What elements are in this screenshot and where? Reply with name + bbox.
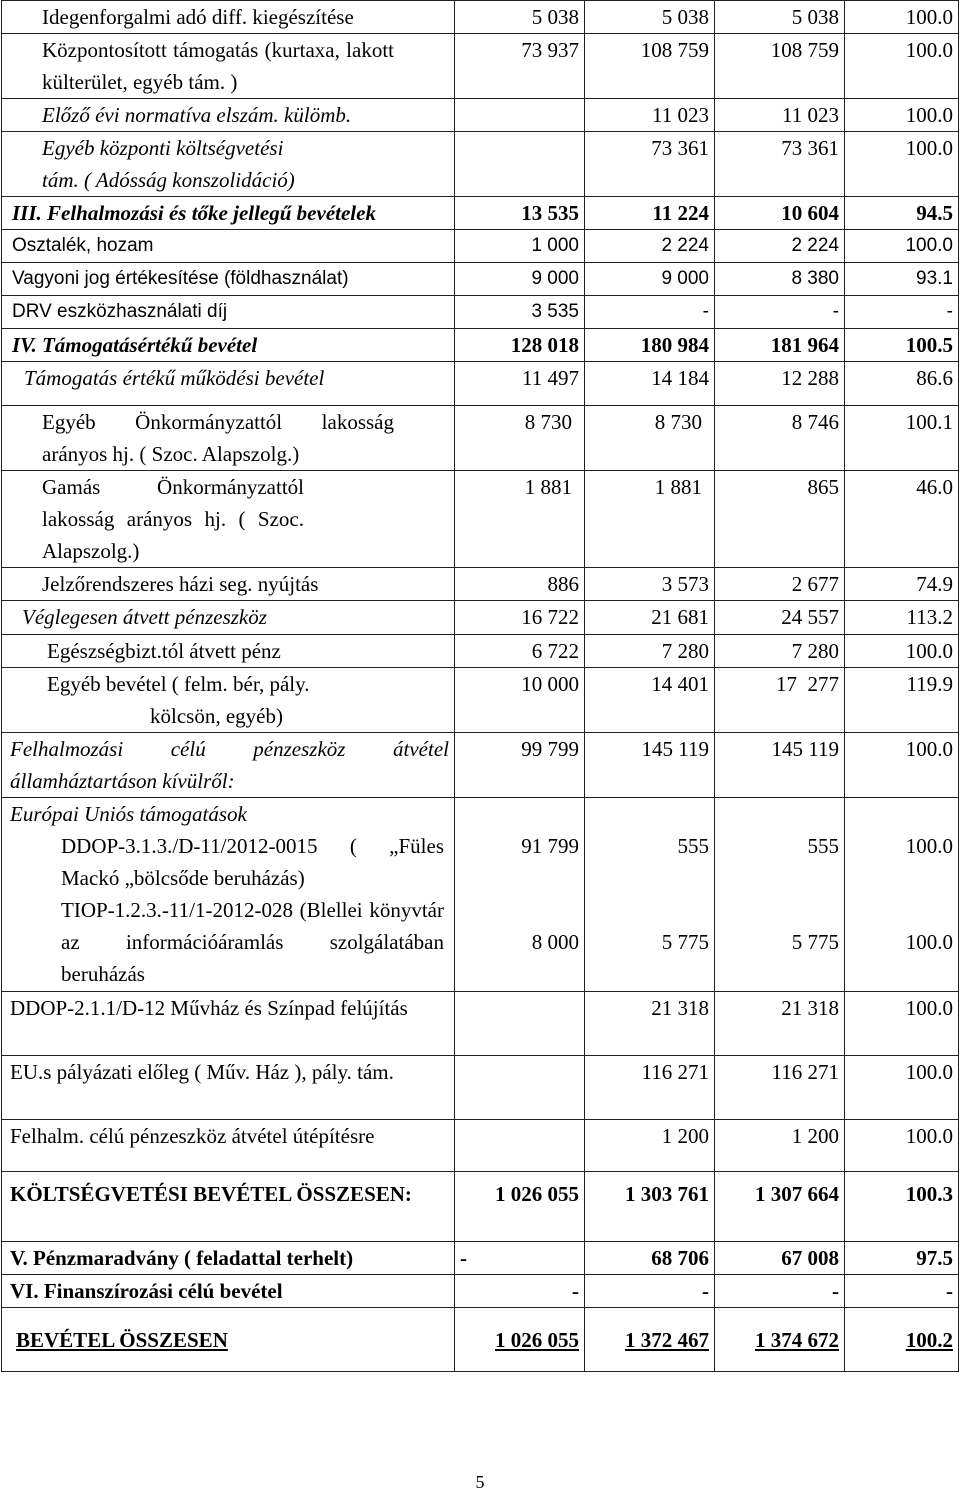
cell-modified: 108 759 (585, 34, 715, 99)
cell-modified: 11 023 (585, 99, 715, 132)
table-row (2, 362, 959, 406)
cell-plan: 5 038 (455, 1, 585, 34)
cell-percent: 100.1 (845, 406, 959, 471)
row-label: Támogatás értékű működési bevétel (2, 362, 455, 406)
row-label-text: Felhalmozási célú pénzeszköz átvétel államháztartáson kívülről: (10, 737, 449, 793)
row-label: Egészségbizt.tól átvett pénz (2, 635, 455, 668)
cell-modified: 3 573 (585, 568, 715, 601)
cell-modified: 11 224 (585, 197, 715, 230)
cell-percent: 119.9 (845, 668, 959, 733)
cell-actual: 2 224 (715, 230, 845, 263)
cell-plan (455, 132, 585, 197)
cell-plan: 13 535 (455, 197, 585, 230)
row-label-text: DDOP-2.1.1/D-12 Művház és Színpad felújítás (10, 996, 408, 1020)
cell-modified: 68 706 (585, 1242, 715, 1275)
cell-actual: 7 280 (715, 635, 845, 668)
cell-modified-2: 5 775 (661, 930, 709, 954)
cell-actual: 1 200 (715, 1120, 845, 1172)
table-row (2, 601, 959, 635)
cell-modified: 14 401 (585, 668, 715, 733)
cell-modified: 1 881 (585, 471, 715, 568)
cell-plan: 128 018 (455, 329, 585, 362)
cell-modified: 2 224 (585, 230, 715, 263)
row-label-line2: kölcsön, egyéb) (150, 704, 283, 728)
row-label: Idegenforgalmi adó diff. kiegészítése (2, 1, 455, 34)
cell-percent: 100.0 (845, 992, 959, 1056)
cell-percent: 100.0 (845, 34, 959, 99)
cell-percent: 100.0 (845, 230, 959, 263)
table-row (2, 406, 959, 471)
cell-modified: 116 271 (585, 1056, 715, 1120)
cell-actual: 12 288 (715, 362, 845, 406)
cell-percent: - (845, 1275, 959, 1308)
cell-actual: 17 277 (715, 668, 845, 733)
cell-modified (585, 1308, 715, 1372)
row-label: Vagyoni jog értékesítése (földhasználat) (2, 263, 455, 296)
row-label: V. Pénzmaradvány ( feladattal terhelt) (2, 1242, 455, 1275)
grand-total-text: BEVÉTEL ÖSSZESEN (16, 1328, 228, 1352)
row-label: Osztalék, hozam (2, 230, 455, 263)
cell-percent: 93.1 (845, 263, 959, 296)
eu-heading: Európai Uniós támogatások (10, 802, 247, 826)
cell-percent: 100.0 (845, 99, 959, 132)
section-heading: IV. Támogatásértékű bevétel (2, 329, 455, 362)
table-row (2, 798, 959, 992)
cell-modified: 9 000 (585, 263, 715, 296)
cell-actual: 116 271 (715, 1056, 845, 1120)
cell-plan: 3 535 (455, 296, 585, 329)
project-tiop: TIOP-1.2.3.-11/1-2012-028 (Blellei könyvtár az információáramlás szolgálatában beruházás (61, 898, 444, 986)
row-label-text: EU.s pályázati előleg ( Műv. Ház ), pály. tám. (10, 1060, 394, 1084)
spacer (720, 862, 839, 926)
row-label (2, 1056, 455, 1120)
row-label-text: Gamás Önkormányzattól lakosság arányos hj. ( Szoc. Alapszolg.) (42, 475, 304, 563)
cell-plan (455, 1056, 585, 1120)
total-label (2, 1172, 455, 1242)
cell-plan: 1 000 (455, 230, 585, 263)
cell-percent: 74.9 (845, 568, 959, 601)
cell-modified-value: 1 372 467 (625, 1328, 709, 1352)
project-ddop-3: DDOP-3.1.3./D-11/2012-0015 ( „Füles Mackó „bölcsőde beruházás) (61, 834, 444, 890)
spacer (850, 862, 953, 926)
row-label: Előző évi normatíva elszám. külömb. (2, 99, 455, 132)
table-row (2, 99, 959, 132)
cell-plan: 8 730 (455, 406, 585, 471)
cell-actual: 181 964 (715, 329, 845, 362)
row-label: DRV eszközhasználati díj (2, 296, 455, 329)
cell-plan: 886 (455, 568, 585, 601)
table-row (2, 296, 959, 329)
cell-plan: 9 000 (455, 263, 585, 296)
cell-actual: 21 318 (715, 992, 845, 1056)
cell-actual: 24 557 (715, 601, 845, 635)
cell-actual: 11 023 (715, 99, 845, 132)
table-row (2, 1056, 959, 1120)
row-label: Véglegesen átvett pénzeszköz (2, 601, 455, 635)
cell-plan: 11 497 (455, 362, 585, 406)
row-label (2, 471, 455, 568)
cell-actual: - (715, 1275, 845, 1308)
cell-actual: 8 380 (715, 263, 845, 296)
row-label (2, 733, 455, 798)
cell-modified: 14 184 (585, 362, 715, 406)
cell-percent: 97.5 (845, 1242, 959, 1275)
cell-percent: 100.0 (845, 1, 959, 34)
cell-modified (585, 798, 715, 992)
table-row (2, 132, 959, 197)
cell-actual (715, 1308, 845, 1372)
cell-modified: 73 361 (585, 132, 715, 197)
table-row (2, 1, 959, 34)
cell-modified: 1 200 (585, 1120, 715, 1172)
table-row (2, 471, 959, 568)
cell-modified: - (585, 1275, 715, 1308)
spacer (590, 798, 709, 830)
row-label: Egyéb központi költségvetési tám. ( Adósság konszolidáció) (2, 132, 455, 197)
table-row (2, 1242, 959, 1275)
cell-actual: 67 008 (715, 1242, 845, 1275)
cell-plan (455, 798, 585, 992)
table-row (2, 1172, 959, 1242)
cell-actual-1: 555 (807, 834, 839, 858)
row-label: VI. Finanszírozási célú bevétel (2, 1275, 455, 1308)
spacer (460, 798, 579, 830)
cell-plan: - (455, 1242, 585, 1275)
cell-plan: 10 000 (455, 668, 585, 733)
cell-percent: 46.0 (845, 471, 959, 568)
cell-actual-value: 1 374 672 (755, 1328, 839, 1352)
table-row (2, 635, 959, 668)
cell-percent: 100.0 (845, 1056, 959, 1120)
cell-percent: 86.6 (845, 362, 959, 406)
cell-actual: 5 038 (715, 1, 845, 34)
table-row (2, 329, 959, 362)
cell-modified: 180 984 (585, 329, 715, 362)
cell-actual: 10 604 (715, 197, 845, 230)
spacer (590, 862, 709, 926)
cell-plan: 1 026 055 (455, 1172, 585, 1242)
row-label (2, 798, 455, 992)
row-label: Felhalm. célú pénzeszköz átvétel útépítésre (2, 1120, 455, 1172)
cell-percent: 113.2 (845, 601, 959, 635)
cell-actual-2: 5 775 (791, 930, 839, 954)
grand-total-label (2, 1308, 455, 1372)
cell-modified: 1 303 761 (585, 1172, 715, 1242)
table-row (2, 568, 959, 601)
cell-modified: 21 681 (585, 601, 715, 635)
cell-percent (845, 1308, 959, 1372)
row-label (2, 34, 455, 99)
row-label-text: Egyéb Önkormányzattól lakosság arányos hj. ( Szoc. Alapszolg.) (42, 410, 394, 466)
cell-percent: 100.5 (845, 329, 959, 362)
cell-actual: - (715, 296, 845, 329)
cell-modified: - (585, 296, 715, 329)
cell-percent-value: 100.2 (905, 1328, 953, 1352)
cell-modified: 8 730 (585, 406, 715, 471)
table-row (2, 34, 959, 99)
cell-plan-2: 8 000 (531, 930, 579, 954)
cell-plan: 1 881 (455, 471, 585, 568)
row-label: Jelzőrendszeres házi seg. nyújtás (2, 568, 455, 601)
cell-plan: 16 722 (455, 601, 585, 635)
table-row (2, 1308, 959, 1372)
cell-modified: 5 038 (585, 1, 715, 34)
table-row (2, 992, 959, 1056)
row-label-text: Központosított támogatás (kurtaxa, lakott külterület, egyéb tám. ) (42, 38, 394, 94)
cell-percent: 100.0 (845, 132, 959, 197)
row-label (2, 406, 455, 471)
cell-plan: 73 937 (455, 34, 585, 99)
row-label-line1: Egyéb bevétel ( felm. bér, pály. (47, 672, 310, 696)
spacer (460, 862, 579, 926)
cell-actual (715, 798, 845, 992)
cell-actual: 108 759 (715, 34, 845, 99)
table-row (2, 263, 959, 296)
cell-plan (455, 1308, 585, 1372)
cell-plan (455, 99, 585, 132)
section-heading: III. Felhalmozási és tőke jellegű bevételek (2, 197, 455, 230)
cell-plan: - (455, 1275, 585, 1308)
table-row (2, 733, 959, 798)
cell-percent: 100.0 (845, 635, 959, 668)
cell-plan (455, 992, 585, 1056)
row-label (2, 668, 455, 733)
table-row (2, 197, 959, 230)
table-row (2, 230, 959, 263)
cell-percent: - (845, 296, 959, 329)
cell-percent (845, 798, 959, 992)
revenue-table (1, 0, 959, 1372)
table-row (2, 668, 959, 733)
cell-modified-1: 555 (677, 834, 709, 858)
cell-percent-1: 100.0 (905, 834, 953, 858)
cell-actual: 8 746 (715, 406, 845, 471)
cell-plan: 6 722 (455, 635, 585, 668)
cell-actual: 73 361 (715, 132, 845, 197)
spacer (850, 798, 953, 830)
cell-percent: 100.3 (845, 1172, 959, 1242)
cell-plan (455, 1120, 585, 1172)
cell-modified: 145 119 (585, 733, 715, 798)
table-row (2, 1275, 959, 1308)
cell-percent: 100.0 (845, 1120, 959, 1172)
row-label (2, 992, 455, 1056)
cell-actual: 2 677 (715, 568, 845, 601)
page-number: 5 (475, 1472, 485, 1492)
cell-actual: 145 119 (715, 733, 845, 798)
cell-modified: 21 318 (585, 992, 715, 1056)
cell-plan: 99 799 (455, 733, 585, 798)
cell-actual: 865 (715, 471, 845, 568)
cell-actual: 1 307 664 (715, 1172, 845, 1242)
cell-percent: 100.0 (845, 733, 959, 798)
cell-plan-value: 1 026 055 (495, 1328, 579, 1352)
cell-plan-1: 91 799 (521, 834, 579, 858)
spacer (720, 798, 839, 830)
table-row (2, 1120, 959, 1172)
cell-modified: 7 280 (585, 635, 715, 668)
row-label-text: KÖLTSÉGVETÉSI BEVÉTEL ÖSSZESEN: (10, 1182, 412, 1206)
cell-percent-2: 100.0 (905, 930, 953, 954)
cell-percent: 94.5 (845, 197, 959, 230)
